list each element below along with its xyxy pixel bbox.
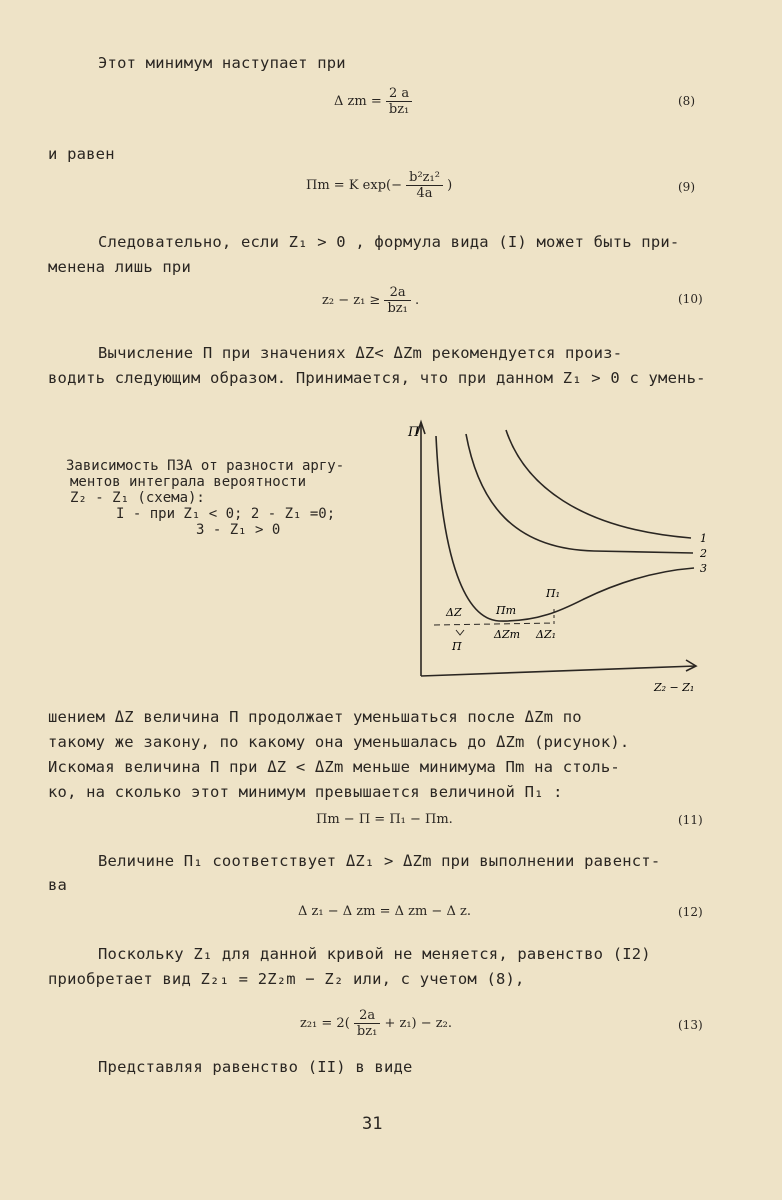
annotation-delta-zm: ΔZm	[494, 628, 521, 641]
equation-number: (8)	[678, 94, 695, 108]
caption-line: I - при Z₁ < 0; 2 - Z₁ =0;	[116, 506, 336, 522]
minimum-marker	[456, 630, 464, 635]
text-line: менена лишь при	[48, 258, 191, 276]
fraction-numerator: b²z₁²	[406, 170, 443, 186]
annotation-delta-z: ΔZ	[446, 606, 462, 619]
equation-number: (12)	[678, 905, 703, 919]
fraction	[354, 1008, 380, 1039]
text-line: Этот минимум наступает при	[98, 54, 346, 72]
equation-8	[334, 86, 412, 117]
equation-12: Δ z₁ − Δ zm = Δ zm − Δ z.	[298, 904, 471, 919]
curve-2	[466, 434, 693, 553]
x-axis	[421, 666, 696, 676]
text-line: шением ΔZ величина П продолжает уменьшаться после ΔZm по	[48, 708, 582, 726]
text-line: и равен	[48, 145, 115, 163]
curve-label-3: 3	[700, 562, 707, 575]
caption-line: 3 - Z₁ > 0	[196, 522, 281, 538]
caption-line: ментов интеграла вероятности	[70, 474, 307, 490]
equation-rhs: .	[414, 293, 420, 308]
fraction-denominator: bz₁	[388, 102, 410, 117]
text-line: такому же закону, по какому она уменьшалась до ΔZm (рисунок).	[48, 733, 630, 751]
annotation-p: П	[452, 640, 462, 653]
text-line: ва	[48, 876, 68, 894]
fraction-numerator: 2a	[384, 285, 410, 301]
equation-lhs: Δ zm =	[334, 94, 382, 109]
fraction-denominator: 4a	[416, 186, 433, 201]
fraction-denominator: bz₁	[387, 301, 408, 316]
fraction-denominator: bz₁	[356, 1024, 378, 1039]
caption-line: Z₂ - Z₁ (схема):	[70, 490, 205, 506]
caption-line: Зависимость ПЗА от разности аргу-	[66, 458, 345, 474]
curve-1	[506, 430, 691, 538]
equation-number: (13)	[678, 1018, 703, 1032]
equation-lhs: z₂₁ = 2(	[300, 1016, 350, 1031]
figure-caption	[66, 458, 344, 538]
equation-13	[300, 1008, 452, 1039]
x-axis-label: Z₂ − Z₁	[654, 681, 695, 694]
equation-number: (10)	[678, 292, 703, 306]
equation-lhs: z₂ − z₁ ≥	[322, 293, 381, 308]
annotation-delta-z1: ΔZ₁	[536, 628, 556, 641]
equation-10	[322, 285, 419, 316]
text-line: Поскольку Z₁ для данной кривой не меняется, равенство (I2)	[98, 945, 651, 963]
text-line: Величине П₁ соответствует ΔZ₁ > ΔZm при выполнении равенст-	[98, 852, 661, 870]
text-line: Искомая величина П при ΔZ < ΔZm меньше минимума Пm на столь-	[48, 758, 620, 776]
fraction	[384, 285, 410, 316]
curve-label-2: 2	[700, 547, 707, 560]
annotation-p1: П₁	[546, 587, 561, 600]
text-line: приобретает вид Z₂₁ = 2Z₂m − Z₂ или, с учетом (8),	[48, 970, 525, 988]
equation-lhs: Пm = K exp(−	[306, 178, 402, 193]
equation-number: (11)	[678, 813, 703, 827]
text-line: Вычисление П при значениях ΔZ< ΔZm рекомендуется произ-	[98, 344, 623, 362]
equation-rhs: + z₁) − z₂.	[384, 1016, 452, 1031]
figure-graph	[404, 414, 707, 694]
equation-9	[306, 170, 452, 201]
fraction	[386, 86, 412, 117]
text-line: ко, на сколько этот минимум превышается величиной П₁ :	[48, 783, 563, 801]
fraction	[406, 170, 443, 201]
equation-number: (9)	[678, 180, 695, 194]
text-line: Следовательно, если Z₁ > 0 , формула вида (I) может быть при-	[98, 233, 680, 251]
text-line: водить следующим образом. Принимается, что при данном Z₁ > 0 с умень-	[48, 369, 706, 387]
dashed-baseline	[434, 623, 554, 625]
page-number: 31	[362, 1114, 383, 1134]
fraction-numerator: 2 a	[386, 86, 412, 102]
y-axis-label: П	[408, 425, 420, 440]
fraction-numerator: 2a	[354, 1008, 380, 1024]
curve-label-1: 1	[700, 532, 707, 545]
curve-3	[436, 436, 694, 621]
equation-11: Пm − П = П₁ − Пm.	[316, 812, 453, 827]
equation-rhs: )	[447, 178, 453, 193]
annotation-p-min: Пm	[496, 604, 517, 617]
text-line: Представляя равенство (II) в виде	[98, 1058, 413, 1076]
